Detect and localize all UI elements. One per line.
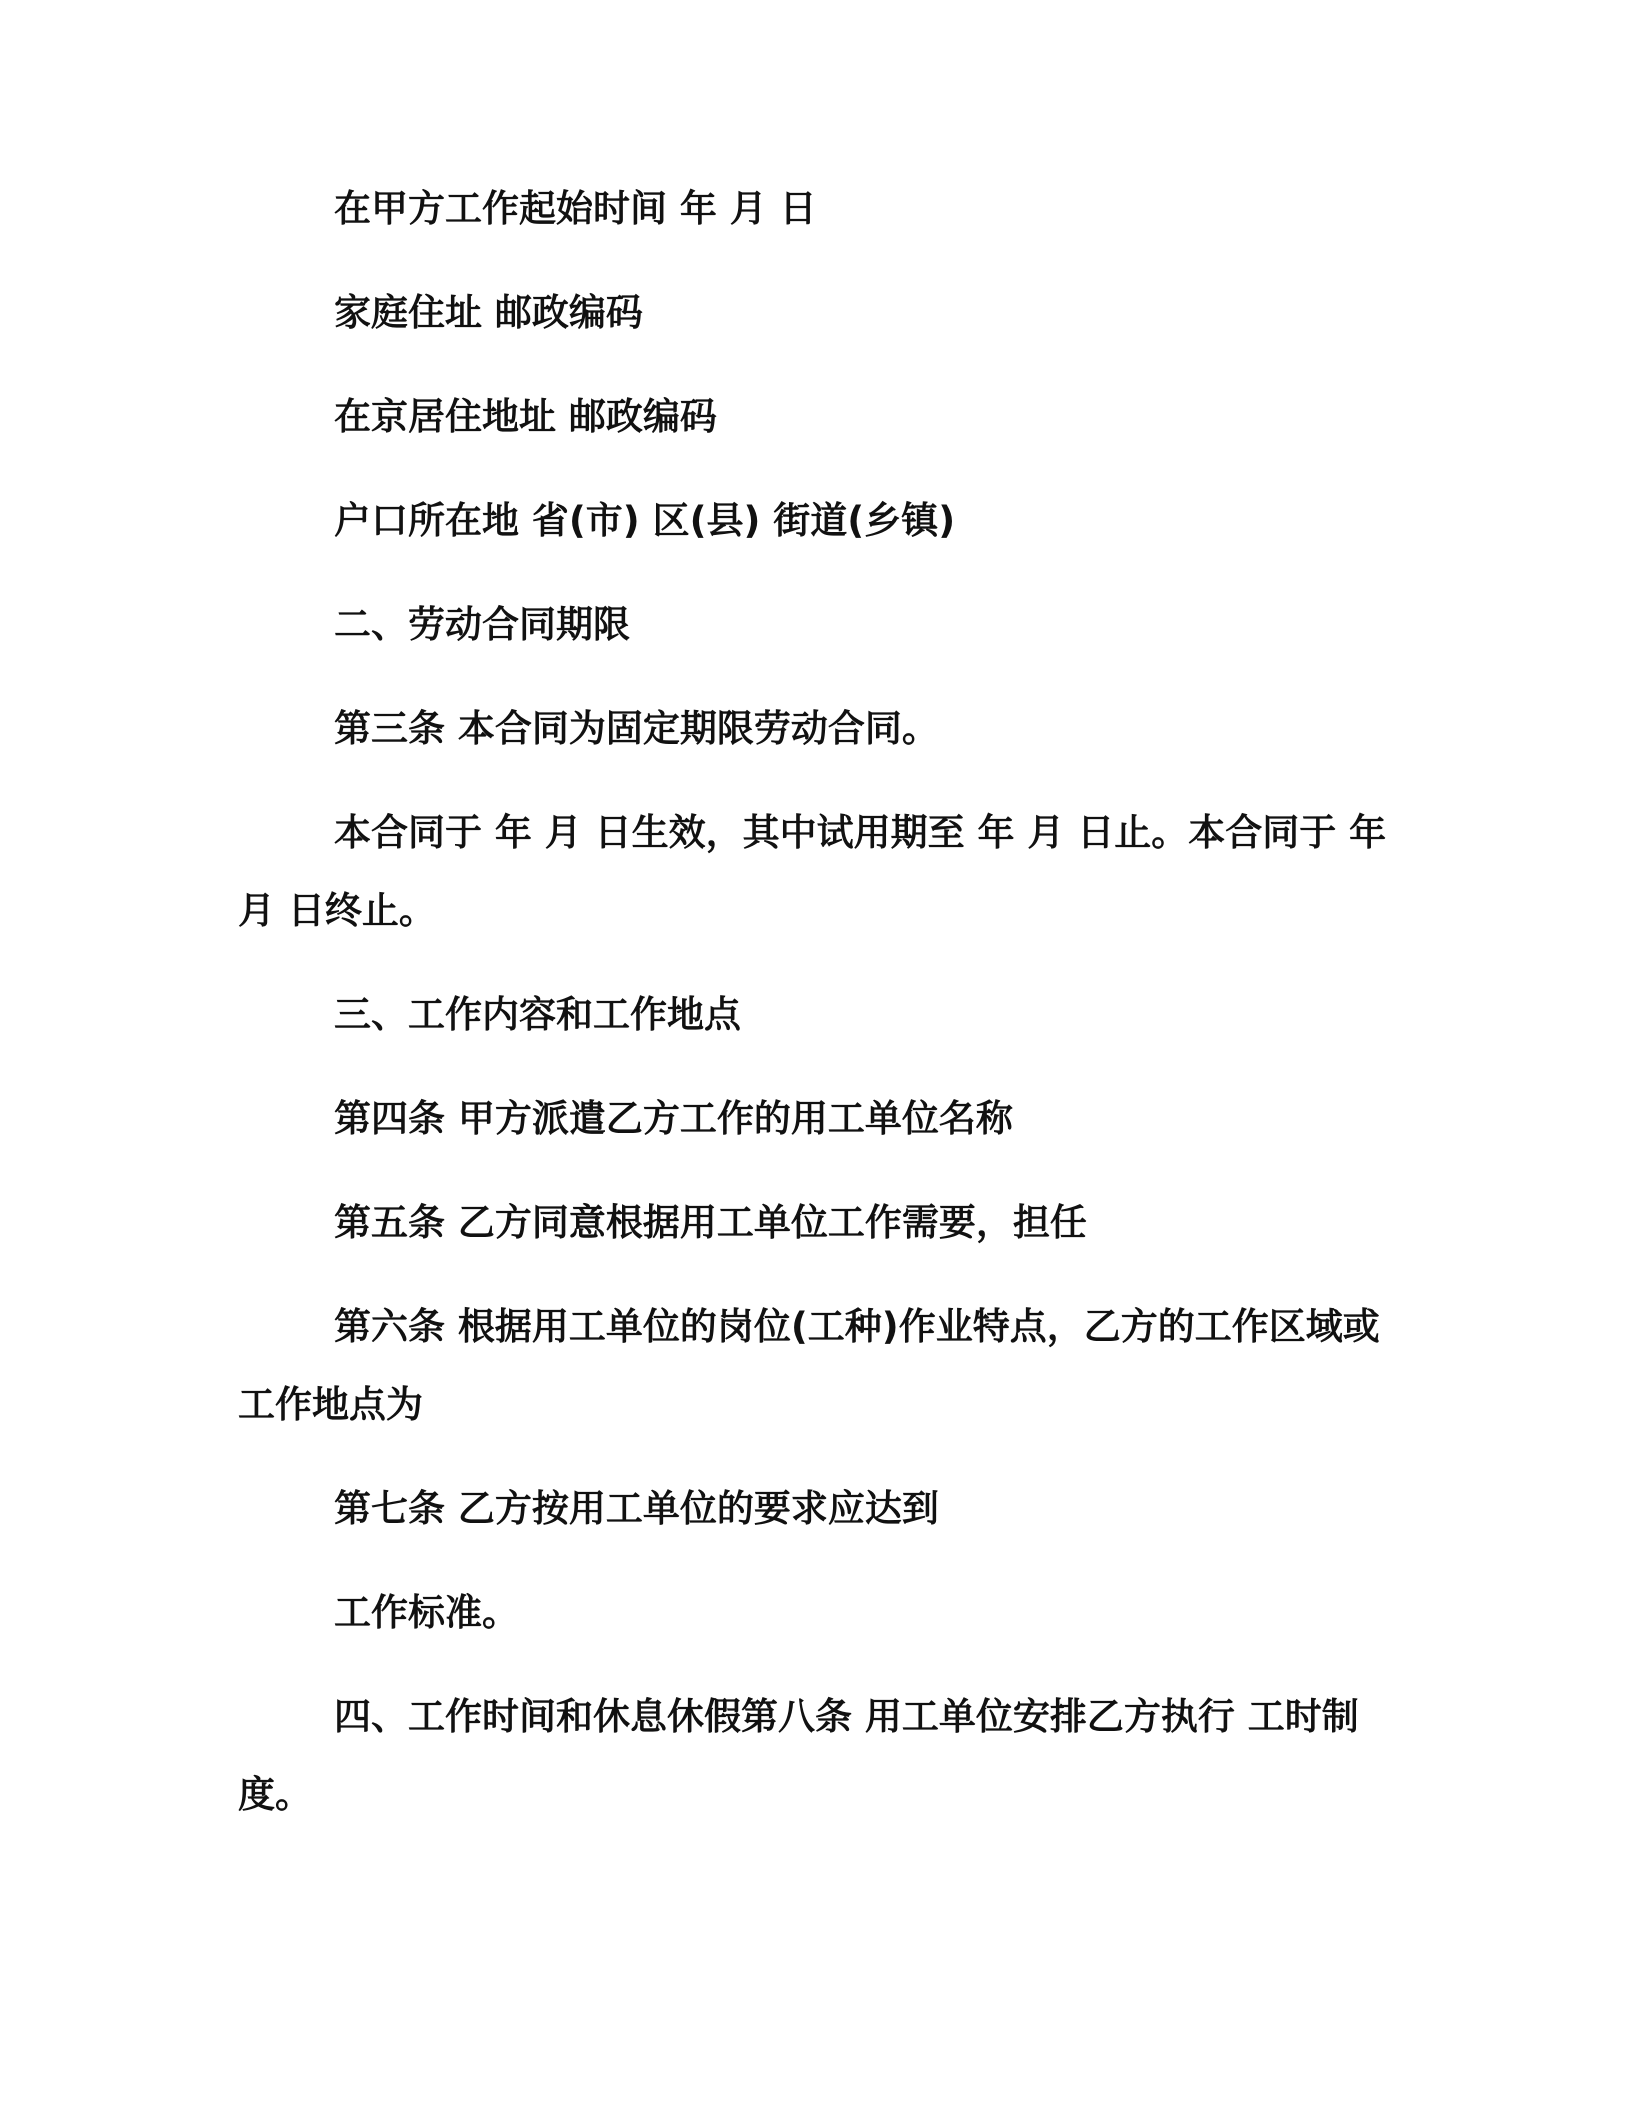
document-body	[238, 186, 1388, 1876]
paragraph-article-5: 第五条 乙方同意根据用工单位工作需要，担任	[334, 1201, 1087, 1244]
section-heading-contract-term: 二、劳动合同期限	[334, 603, 630, 646]
paragraph-start-date: 在甲方工作起始时间 年 月 日	[334, 187, 817, 230]
paragraph-article-3: 第三条 本合同为固定期限劳动合同。	[334, 707, 939, 750]
paragraph-home-address: 家庭住址 邮政编码	[334, 291, 643, 334]
paragraph-beijing-address: 在京居住地址 邮政编码	[334, 395, 717, 438]
paragraph-article-4: 第四条 甲方派遣乙方工作的用工单位名称	[334, 1097, 1013, 1140]
paragraph-work-standard: 工作标准。	[334, 1591, 519, 1634]
section-heading-work-content: 三、工作内容和工作地点	[334, 993, 741, 1036]
paragraph-article-8: 四、工作时间和休息休假第八条 用工单位安排乙方执行 工时制度。	[238, 1695, 1359, 1816]
paragraph-household-registration: 户口所在地 省(市) 区(县) 街道(乡镇)	[334, 499, 956, 542]
paragraph-article-6: 第六条 根据用工单位的岗位(工种)作业特点，乙方的工作区域或工作地点为	[238, 1305, 1380, 1426]
paragraph-effective-dates: 本合同于 年 月 日生效，其中试用期至 年 月 日止。本合同于 年 月 日终止。	[238, 811, 1387, 932]
paragraph-article-7: 第七条 乙方按用工单位的要求应达到	[334, 1487, 939, 1530]
